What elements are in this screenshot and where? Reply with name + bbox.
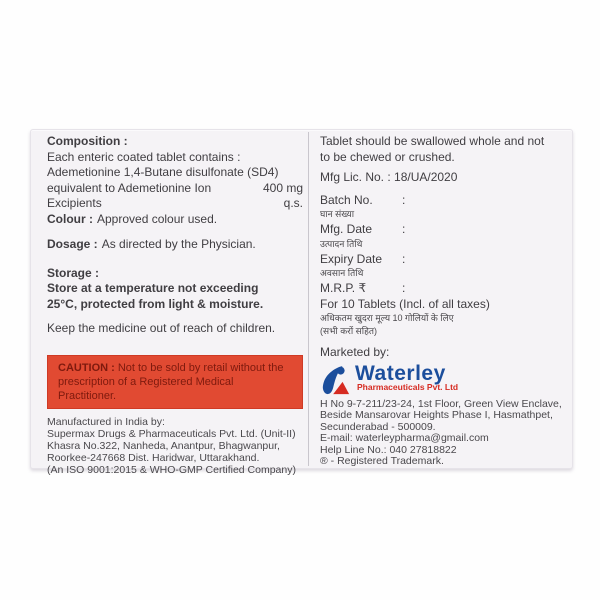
left-column <box>47 134 303 476</box>
caution-label: CAUTION : <box>58 361 115 374</box>
dosage-label: Dosage : <box>47 237 98 251</box>
storage-line: 25°C, protected from light & moisture. <box>47 296 264 311</box>
manufacturer-line: Manufactured in India by: <box>47 415 165 428</box>
dosage-text: As directed by the Physician. <box>101 237 256 251</box>
manufacturer-line: Khasra No.322, Nanheda, Anantpur, Bhagwanpur, <box>47 439 280 452</box>
keep-away-line: Keep the medicine out of reach of children. <box>47 321 276 335</box>
dosage-line <box>47 237 303 253</box>
manufacturer-block <box>47 416 303 476</box>
marketed-by-line: Marketed by: <box>320 345 390 359</box>
ingredient-label: Excipients <box>47 196 102 210</box>
composition-row-equivalent <box>47 181 303 197</box>
composition-ingredient: Ademetionine 1,4-Butane disulfonate (SD4) <box>47 165 279 179</box>
composition-intro: Each enteric coated tablet contains : <box>47 149 241 164</box>
mfg-date-label: Mfg. Date <box>320 222 373 236</box>
address-line: Beside Mansarovar Heights Phase I, Hasmathpet, <box>320 409 553 421</box>
storage-line: Store at a temperature not exceeding <box>47 281 259 295</box>
address-line: Secunderabad - 500009. <box>320 420 436 433</box>
composition-section <box>47 134 303 227</box>
mfg-licence-line: Mfg Lic. No. : 18/UA/2020 <box>320 170 458 184</box>
caution-text: Not to be sold by retail without the prescription of a Registered Medical Practitioner. <box>58 361 284 402</box>
right-column <box>320 134 570 468</box>
manufacturer-line: Supermax Drugs & Pharmaceuticals Pvt. Ltd. (Unit-II) <box>47 427 296 440</box>
ingredient-value: q.s. <box>283 196 303 210</box>
marketer-address-block <box>320 399 570 468</box>
address-line: H No 9-7-211/23-24, 1st Floor, Green View Enclave, <box>320 397 562 410</box>
composition-row-excipients <box>47 196 303 212</box>
mrp-colon: : <box>402 281 406 295</box>
medicine-carton-back-panel <box>30 129 573 476</box>
column-divider <box>308 132 309 466</box>
expiry-date-field <box>320 252 570 280</box>
waterley-brand-lockup <box>320 363 570 395</box>
expiry-date-hindi: अवसान तिथि <box>320 268 364 278</box>
batch-no-field <box>320 193 570 221</box>
brand-subtitle: Pharmaceuticals Pvt. Ltd <box>357 381 459 392</box>
mrp-hindi-note: (सभी करों सहित) <box>320 326 377 336</box>
mfg-date-field <box>320 222 570 250</box>
address-line: E-mail: waterleypharma@gmail.com <box>320 432 489 444</box>
colour-text: Approved colour used. <box>97 211 218 226</box>
batch-no-colon: : <box>402 192 406 207</box>
mrp-field <box>320 281 570 337</box>
waterley-logo-icon <box>320 365 352 395</box>
address-line: ® - Registered Trademark. <box>320 455 444 467</box>
ingredient-value: 400 mg <box>262 180 303 195</box>
manufacturer-line: Roorkee-247668 Dist. Haridwar, Uttarakhand. <box>47 451 260 464</box>
composition-heading: Composition : <box>47 134 128 148</box>
address-line: Help Line No.: 040 27818822 <box>320 443 457 456</box>
storage-heading: Storage : <box>47 265 100 280</box>
batch-no-hindi: घान संख्या <box>320 209 355 219</box>
mfg-date-colon: : <box>402 222 406 236</box>
colour-label: Colour : <box>47 211 93 226</box>
storage-section <box>47 266 303 313</box>
mfg-date-hindi: उत्पादन तिथि <box>320 238 363 249</box>
usage-line: Tablet should be swallowed whole and not <box>320 134 545 148</box>
brand-text <box>355 363 458 392</box>
colour-line <box>47 212 303 228</box>
mrp-label: M.R.P. ₹ <box>320 281 367 295</box>
mrp-hindi-note: अधिकतम खुदरा मूल्य 10 गोलियों के लिए <box>320 313 454 323</box>
mrp-note: For 10 Tablets (Incl. of all taxes) <box>320 296 490 311</box>
batch-fields <box>320 193 570 338</box>
batch-no-label: Batch No. <box>320 192 373 207</box>
brand-name: Waterley <box>355 361 446 385</box>
usage-line: to be chewed or crushed. <box>320 149 455 164</box>
ingredient-label: equivalent to Ademetionine Ion <box>47 180 212 195</box>
caution-box <box>47 355 303 409</box>
manufacturer-line: (An ISO 9001:2015 & WHO-GMP Certified Company) <box>47 463 296 476</box>
expiry-date-colon: : <box>402 251 406 266</box>
expiry-date-label: Expiry Date <box>320 251 383 266</box>
